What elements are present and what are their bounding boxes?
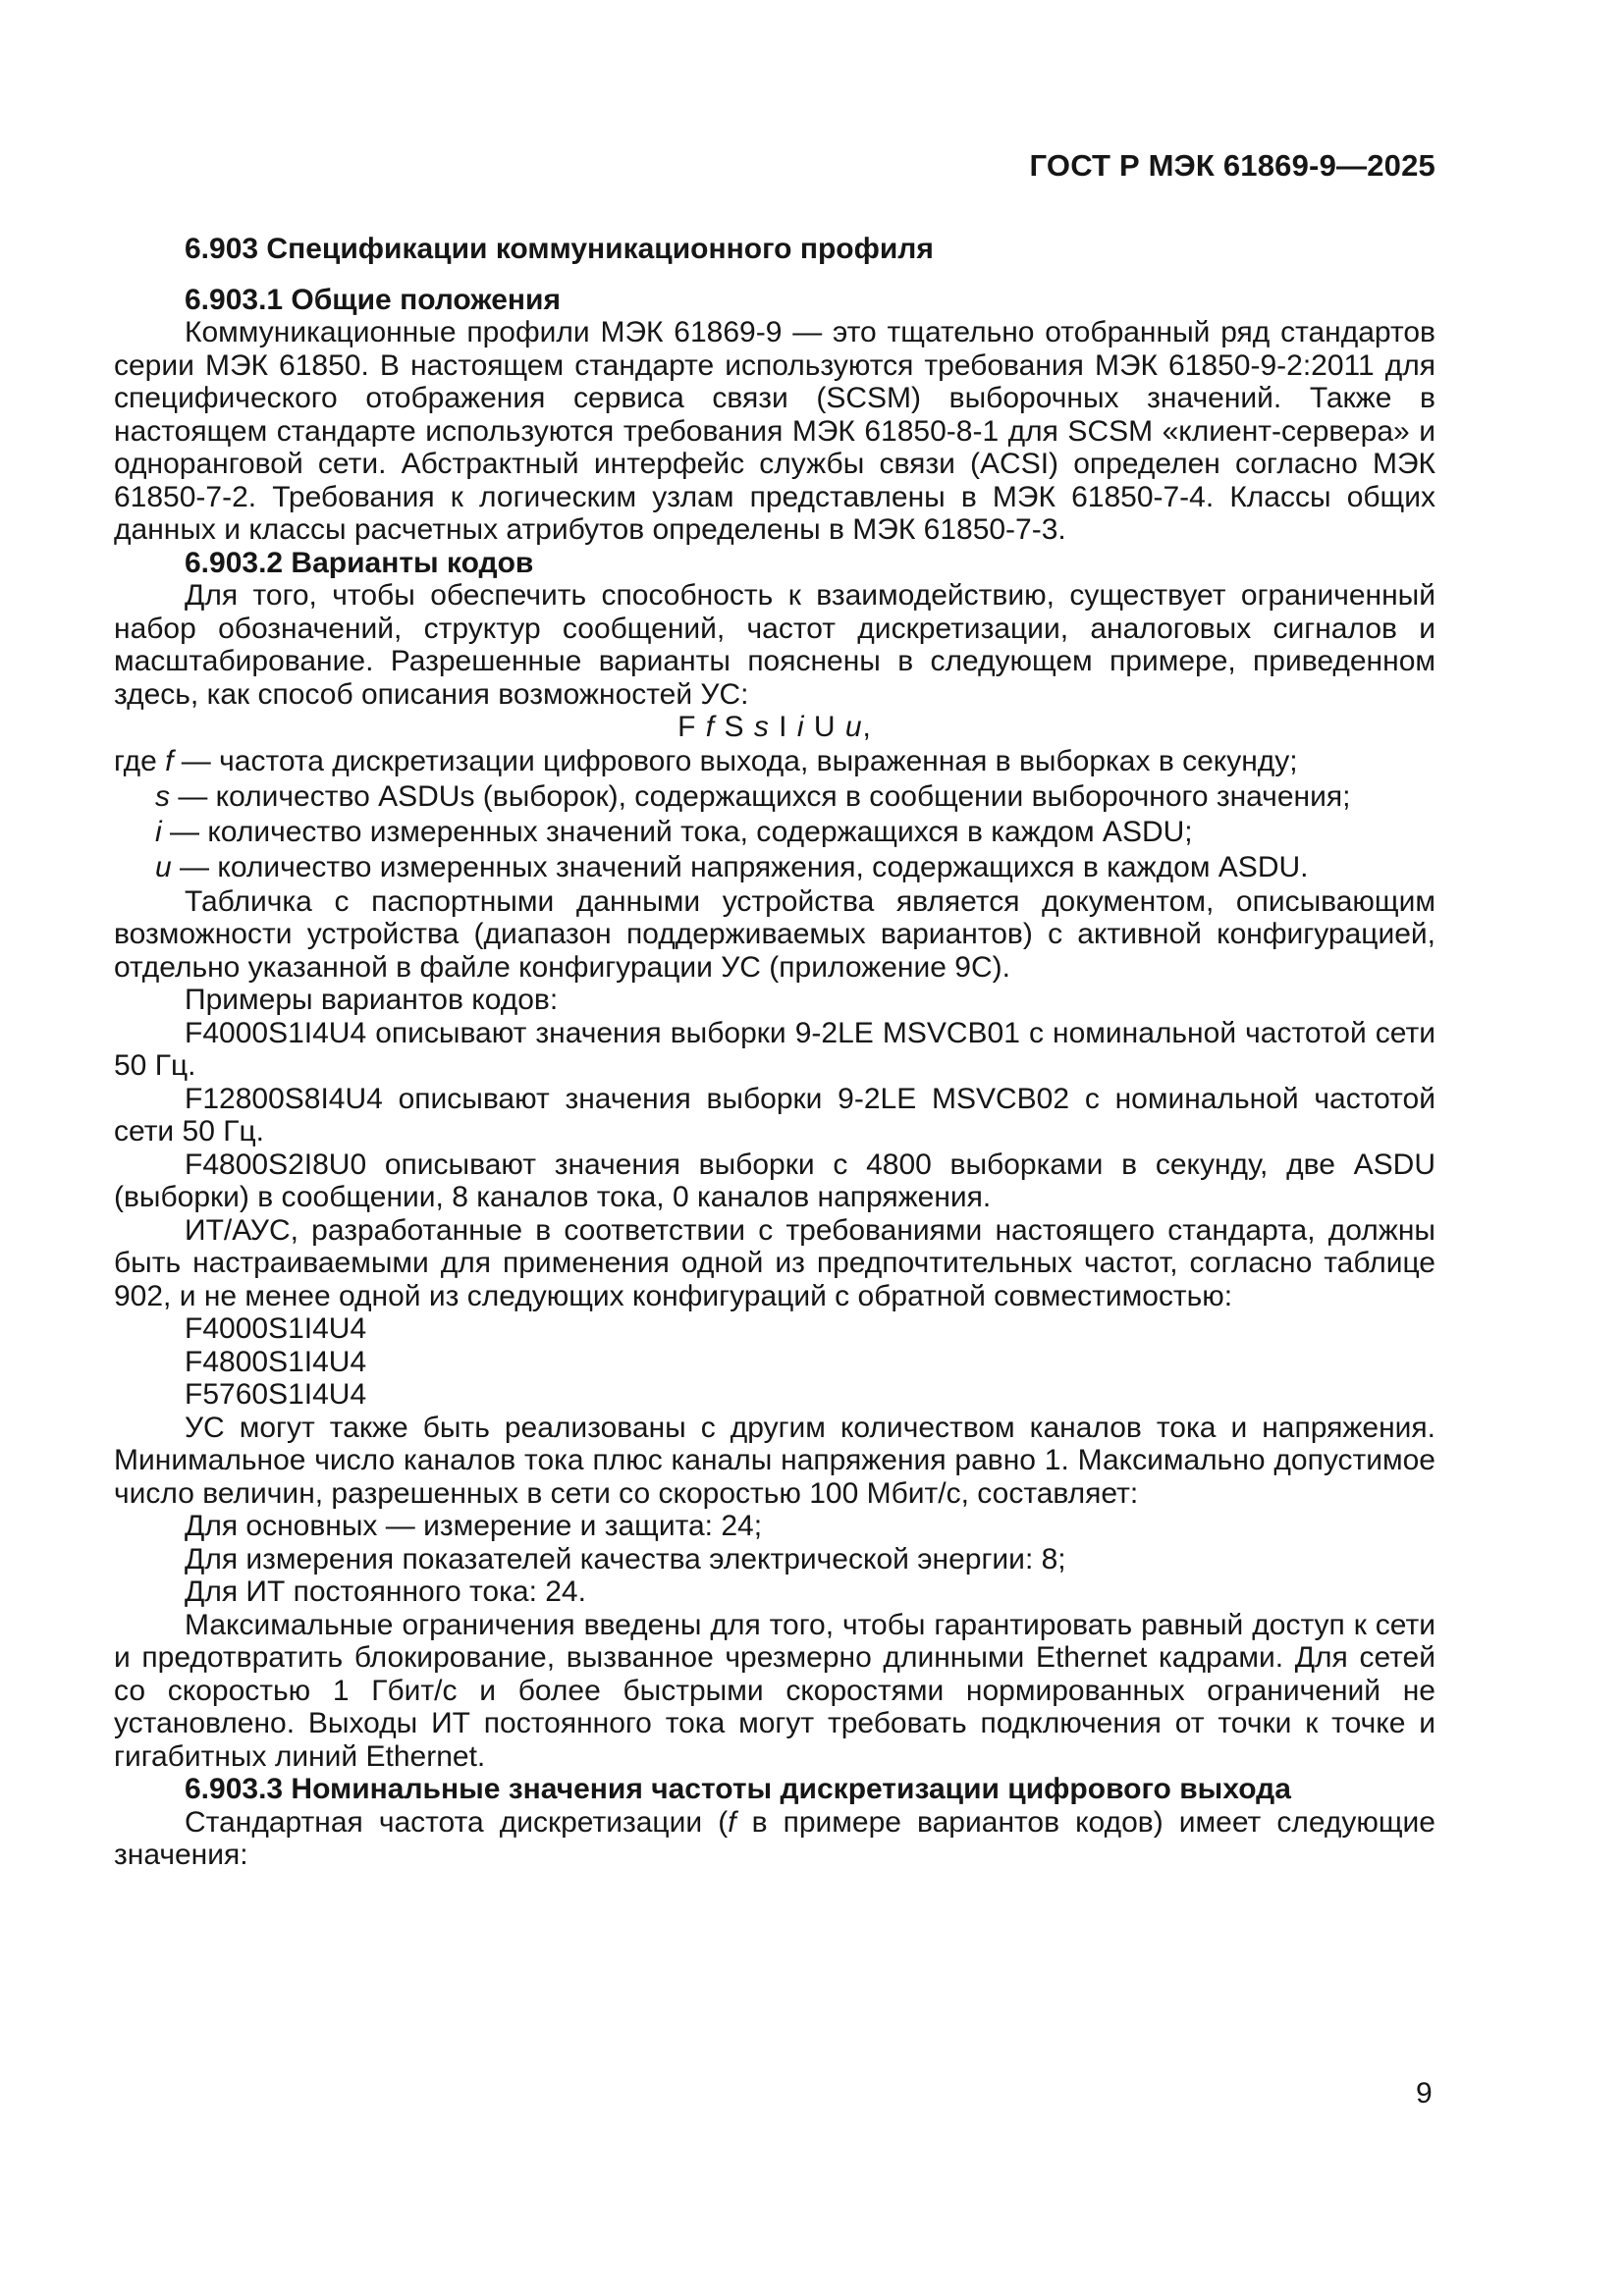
formula-code-pattern: F f S s I i U u,: [677, 711, 872, 743]
limit-dc-current: Для ИТ постоянного тока: 24.: [185, 1575, 586, 1608]
standard-code-header: ГОСТ Р МЭК 61869-9—2025: [1029, 148, 1435, 183]
config-code-1: F4000S1I4U4: [185, 1312, 367, 1345]
paragraph-max-limits: Максимальные ограничения введены для того, чтобы гарантировать равный доступ к сети и предотвратить блокирование, вызванное чрезмерно длинными Ethernet кадрами. Для сетей со скоростью 1 Гбит/с и более быстрыми скоростями нормированных ограничений не установлено. Выходы ИТ постоянного тока могут требовать подключения от точки к точке и гигабитных линий Ethernet.: [114, 1608, 1435, 1773]
page-content: [114, 233, 1435, 1872]
paragraph-nameplate: Табличка с паспортными данными устройства является документом, описывающим возможности устройства (диапазон поддерживаемых вариантов) с активной конфигурацией, отдельно указанной в файле конфигурации УС (приложение 9С).: [114, 884, 1435, 984]
definition-i: i — количество измеренных значений тока, содержащихся в каждом ASDU;: [155, 815, 1193, 848]
paragraph-sampling-rate: Стандартная частота дискретизации (f в примере вариантов кодов) имеет следующие значения:: [114, 1805, 1435, 1871]
example-code-3: F4800S2I8U0 описывают значения выборки с 4800 выборками в секунду, две ASDU (выборки) в сообщении, 8 каналов тока, 0 каналов напряжения.: [114, 1148, 1435, 1213]
example-code-2: F12800S8I4U4 описывают значения выборки 9-2LE MSVCB02 с номинальной частотой сети 50 Гц.: [114, 1082, 1435, 1148]
definition-f: где f — частота дискретизации цифрового выхода, выраженная в выборках в секунду;: [114, 744, 1298, 777]
config-code-2: F4800S1I4U4: [185, 1345, 367, 1378]
paragraph-us-channels: УС могут также быть реализованы с другим количеством каналов тока и напряжения. Минимальное число каналов тока плюс каналы напряжения равно 1. Максимально допустимое число величин, разрешенных в сети со скоростью 100 Мбит/с, составляет:: [114, 1411, 1435, 1510]
paragraph-it-aus-requirements: ИТ/АУС, разработанные в соответствии с требованиями настоящего стандарта, должны быть настраиваемыми для применения одной из предпочтительных частот, согласно таблице 902, и не менее одной из следующих конфигураций с обратной совместимостью:: [114, 1213, 1435, 1312]
section-heading-6-903: 6.903 Спецификации коммуникационного профиля: [185, 233, 934, 265]
definitions-list: [114, 744, 1435, 885]
paragraph-code-variants-intro: Для того, чтобы обеспечить способность к взаимодействию, существует ограниченный набор обозначений, структур сообщений, частот дискретизации, аналоговых сигналов и масштабирование. Разрешенные варианты пояснены в следующем примере, приведенном здесь, как способ описания возможностей УС:: [114, 579, 1435, 711]
definition-u: u — количество измеренных значений напряжения, содержащихся в каждом ASDU.: [155, 850, 1309, 883]
definition-s: s — количество ASDUs (выборок), содержащихся в сообщении выборочного значения;: [155, 779, 1351, 813]
limit-main-measurement-protection: Для основных — измерение и защита: 24;: [185, 1510, 763, 1542]
examples-label: Примеры вариантов кодов:: [185, 984, 559, 1016]
page-number: 9: [1416, 2077, 1433, 2109]
section-heading-6-903-2: 6.903.2 Варианты кодов: [185, 546, 534, 579]
section-heading-6-903-3: 6.903.3 Номинальные значения частоты дискретизации цифрового выхода: [185, 1773, 1291, 1805]
example-code-1: F4000S1I4U4 описывают значения выборки 9-2LE MSVCB01 с номинальной частотой сети 50 Гц.: [114, 1016, 1435, 1082]
config-code-3: F5760S1I4U4: [185, 1378, 367, 1411]
section-heading-6-903-1: 6.903.1 Общие положения: [185, 283, 561, 316]
paragraph-general-provisions: Коммуникационные профили МЭК 61869-9 — это тщательно отобранный ряд стандартов серии МЭК 61850. В настоящем стандарте используются требования МЭК 61850-9-2:2011 для специфического отображения сервиса связи (SCSM) выборочных значений. Также в настоящем стандарте используются требования МЭК 61850-8-1 для SCSM «клиент-сервера» и одноранговой сети. Абстрактный интерфейс службы связи (ACSI) определен согласно МЭК 61850-7-2. Требования к логическим узлам представлены в МЭК 61850-7-4. Классы общих данных и классы расчетных атрибутов определены в МЭК 61850-7-3.: [114, 316, 1435, 546]
limit-power-quality: Для измерения показателей качества электрической энергии: 8;: [185, 1542, 1066, 1575]
